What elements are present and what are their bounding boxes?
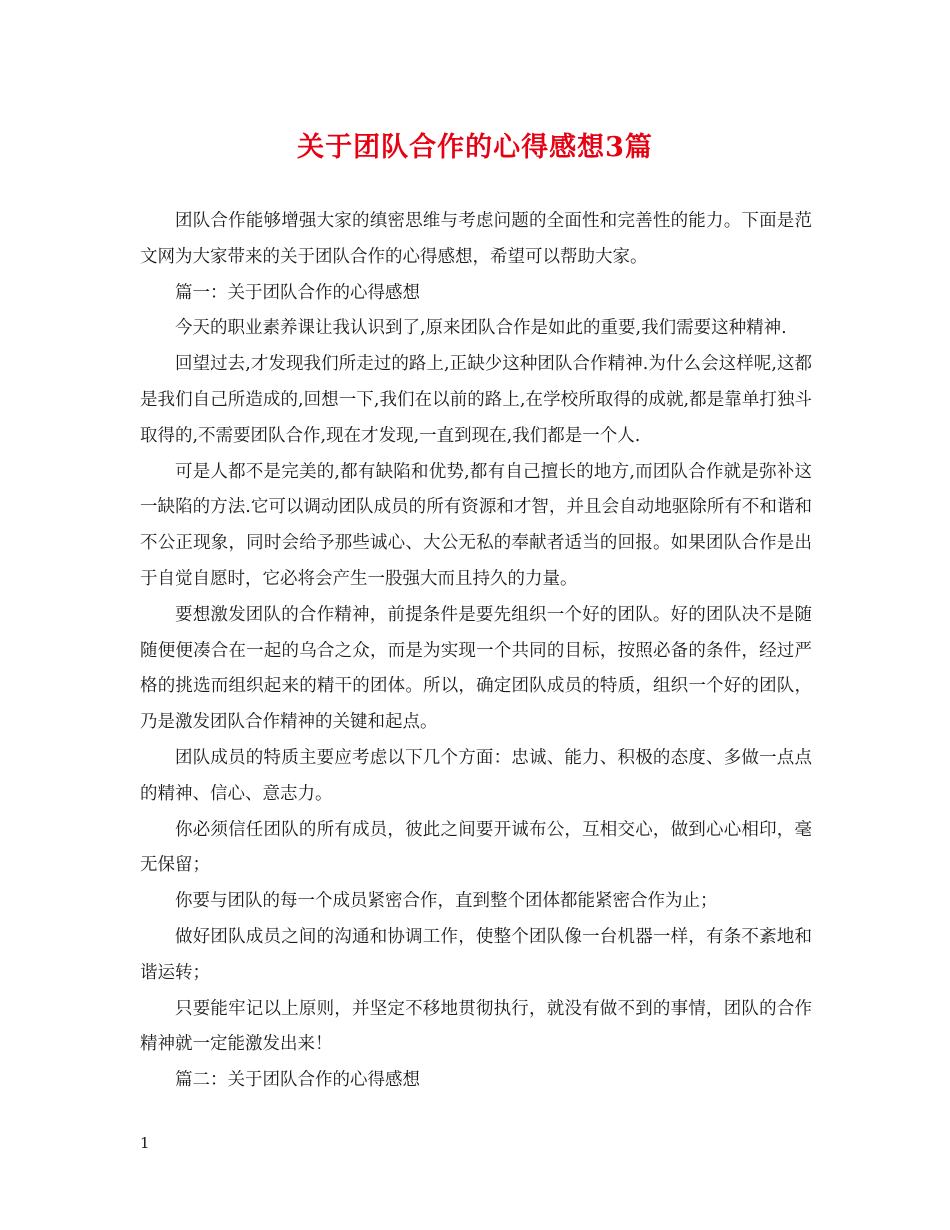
body-paragraph: 回望过去,才发现我们所走过的路上,正缺少这种团队合作精神.为什么会这样呢,这都是我们自己所造成的,回想一下,我们在以前的路上,在学校所取得的成就,都是靠单打独斗取得的,不需要团队合作,现在才发现,一直到现在,我们都是一个人. [140, 354, 812, 446]
body-paragraph: 只要能牢记以上原则，并坚定不移地贯彻执行，就没有做不到的事情，团队的合作精神就一定能激发出来！ [140, 998, 812, 1055]
body-paragraph: 可是人都不是完美的,都有缺陷和优势,都有自己擅长的地方,而团队合作就是弥补这一缺陷的方法.它可以调动团队成员的所有资源和才智，并且会自动地驱除所有不和谐和不公正现象，同时会给予那些诚心、大公无私的奉献者适当的回报。如果团队合作是出于自觉自愿时，它必将会产生一股强大而且持久的力量。 [140, 461, 812, 589]
body-paragraph: 团队成员的特质主要应考虑以下几个方面：忠诚、能力、积极的态度、多做一点点的精神、信心、意志力。 [140, 747, 812, 804]
body-paragraph: 做好团队成员之间的沟通和协调工作，使整个团队像一台机器一样，有条不紊地和谐运转； [140, 926, 812, 983]
body-paragraph: 你必须信任团队的所有成员，彼此之间要开诚布公，互相交心，做到心心相印，毫无保留； [140, 819, 812, 876]
section-heading-1: 篇一：关于团队合作的心得感想 [175, 282, 420, 303]
section-heading-2: 篇二：关于团队合作的心得感想 [175, 1070, 420, 1091]
document-body [140, 204, 812, 1099]
page-number: 1 [140, 1134, 150, 1152]
intro-paragraph: 团队合作能够增强大家的缜密思维与考虑问题的全面性和完善性的能力。下面是范文网为大家带来的关于团队合作的心得感想，希望可以帮助大家。 [140, 211, 812, 267]
document-title: 关于团队合作的心得感想3篇 [297, 132, 653, 163]
body-paragraph: 要想激发团队的合作精神，前提条件是要先组织一个好的团队。好的团队决不是随随便便凑合在一起的乌合之众，而是为实现一个共同的目标，按照必备的条件，经过严格的挑选而组织起来的精干的团体。所以，确定团队成员的特质，组织一个好的团队，乃是激发团队合作精神的关键和起点。 [140, 604, 812, 733]
body-paragraph: 今天的职业素养课让我认识到了,原来团队合作是如此的重要,我们需要这种精神. [175, 318, 787, 339]
body-paragraph: 你要与团队的每一个成员紧密合作，直到整个团体都能紧密合作为止； [175, 891, 718, 912]
